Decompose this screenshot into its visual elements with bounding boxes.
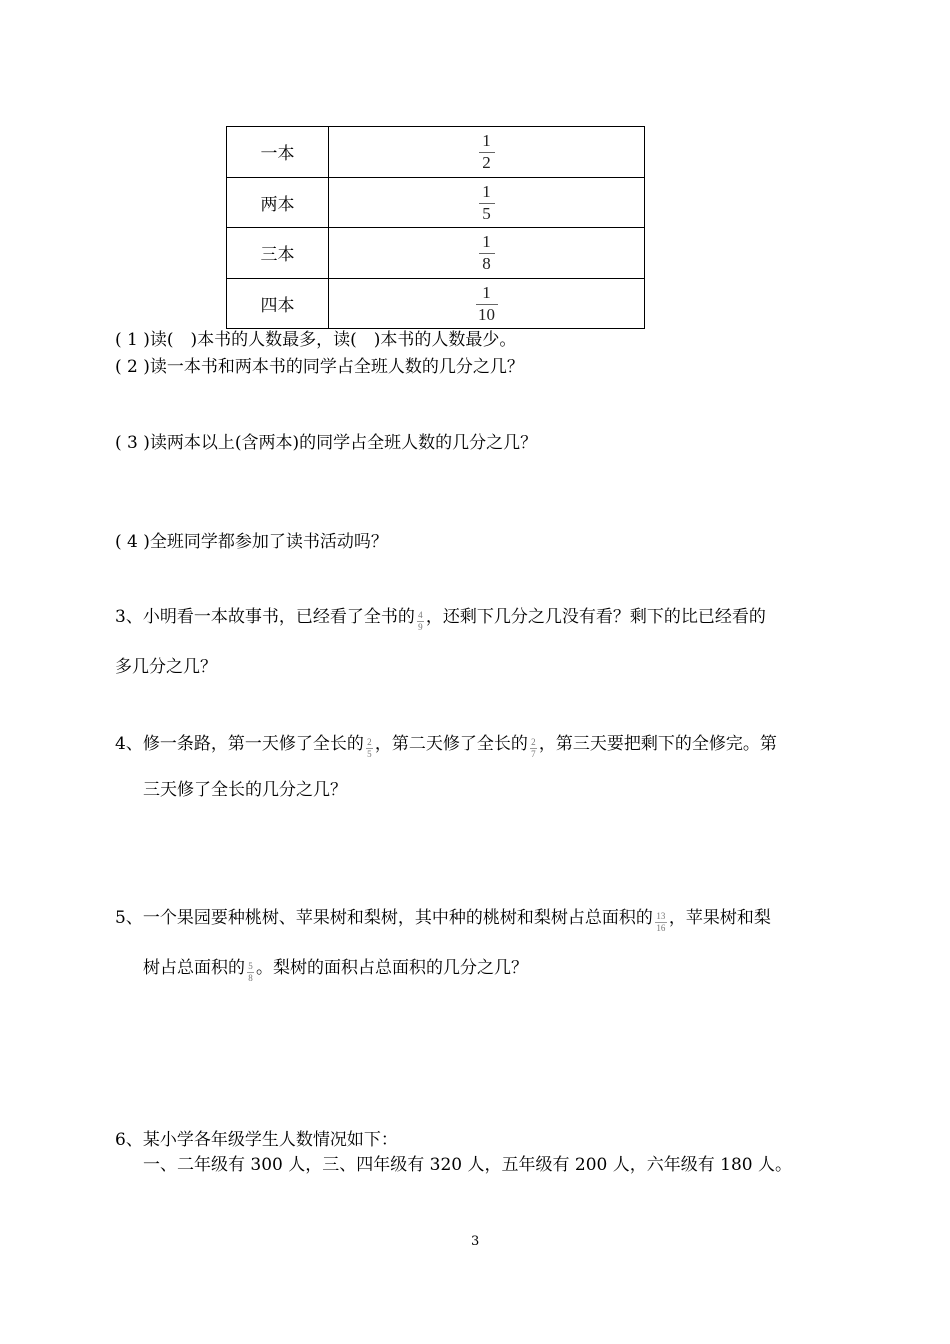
row-label: 一本: [227, 127, 329, 178]
page-number: 3: [471, 1234, 480, 1249]
problem-4-line-1: 4、修一条路，第一天修了全长的 $\frac{2}{5}$ ，第二天修了全长的 $\frac{2}{7}$ ，第三天要把剩下的全修完。第: [115, 734, 777, 759]
problem-6-line-2: 一、二年级有 300 人，三、四年级有 320 人，五年级有 200 人，六年级有 180 人。: [143, 1155, 793, 1175]
problem-3-line-2: 多几分之几？: [115, 657, 217, 677]
problem-5-line-2: 树占总面积的 $\frac{5}{8}$ 。梨树的面积占总面积的几分之几？: [143, 958, 528, 983]
fraction: $\frac{5}{8}$: [248, 961, 253, 983]
question-1: ( 1 )读( )本书的人数最多，读( )本书的人数最少。: [115, 330, 517, 350]
fraction: $\frac{2}{7}$: [531, 737, 536, 759]
fraction: $\frac{2}{5}$: [367, 737, 372, 759]
row-fraction: $\frac{1}{5}$: [329, 177, 645, 228]
row-label: 四本: [227, 278, 329, 329]
row-fraction: $\frac{1}{2}$: [329, 127, 645, 178]
table-row: [227, 127, 645, 178]
fraction: $\frac{4}{9}$: [418, 610, 423, 632]
problem-5-line-1: 5、一个果园要种桃树、苹果树和梨树，其中种的桃树和梨树占总面积的 $\frac{13}{16}$ ，苹果树和梨: [115, 908, 771, 933]
books-fraction-table: [226, 126, 645, 329]
problem-3-line-1: 3、小明看一本故事书，已经看了全书的 $\frac{4}{9}$ ，还剩下几分之几没有看？剩下的比已经看的: [115, 607, 766, 632]
problem-6-title: 6、某小学各年级学生人数情况如下：: [115, 1130, 398, 1150]
row-label: 三本: [227, 228, 329, 279]
table-row: [227, 177, 645, 228]
table-row: [227, 278, 645, 329]
fraction: $\frac{13}{16}$: [656, 911, 666, 933]
row-fraction: $\frac{1}{8}$: [329, 228, 645, 279]
question-2: ( 2 )读一本书和两本书的同学占全班人数的几分之几？: [115, 357, 524, 377]
table-row: [227, 228, 645, 279]
question-4: ( 4 )全班同学都参加了读书活动吗？: [115, 532, 388, 552]
question-3: ( 3 )读两本以上(含两本)的同学占全班人数的几分之几？: [115, 433, 538, 453]
problem-4-line-2: 三天修了全长的几分之几？: [143, 780, 347, 800]
row-fraction: $\frac{1}{10}$: [329, 278, 645, 329]
row-label: 两本: [227, 177, 329, 228]
